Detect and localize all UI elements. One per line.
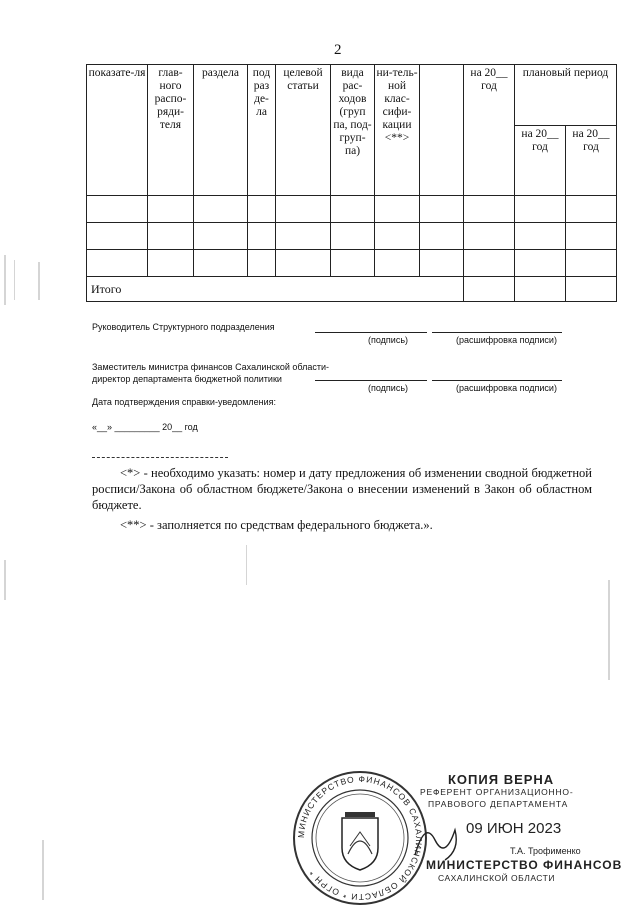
date-line: «__» _________ 20__ год [92,422,198,432]
table-row [87,196,617,223]
header-planning-period: плановый период [515,65,617,126]
header-razdela: раздела [194,65,248,196]
copy-true-title: КОПИЯ ВЕРНА [448,772,555,787]
header-glavnogo: глав-ного распо-ряди-теля [148,65,194,196]
scan-mark [608,580,610,680]
header-pokazatelya: показате-ля [87,65,148,196]
signature-line [315,332,427,333]
header-blank [420,65,464,196]
header-vida: вида рас-ходов (груп па, под-груп-па) [331,65,375,196]
budget-table [86,64,617,302]
page-number: 2 [334,42,342,58]
stamp-line1: РЕФЕРЕНТ ОРГАНИЗАЦИОННО- [420,787,574,797]
scan-mark [246,545,247,585]
footnote-2: <**> - заполняется по средствам федерального бюджета.». [120,518,433,532]
deputy-label-1: Заместитель министра финансов Сахалинской области- [92,362,330,372]
decoding-caption: (расшифровка подписи) [456,335,557,345]
deputy-label-2: директор департамента бюджетной политики [92,374,282,384]
scan-mark [38,262,40,300]
head-label: Руководитель Структурного подразделения [92,322,275,332]
svg-text:МИНИСТЕРСТВО ФИНАНСОВ САХАЛИНС: МИНИСТЕРСТВО ФИНАНСОВ САХАЛИНСКОЙ ОБЛАСТИ * ОГРН * [295,773,425,903]
header-year-current: на 20__ год [464,65,515,196]
stamp-ministry: МИНИСТЕРСТВО ФИНАНСОВ [426,858,623,872]
scan-mark [42,840,44,900]
signature-line [315,380,427,381]
decoding-line [432,380,562,381]
table-row [87,223,617,250]
header-klassifikatsii: ни-тель-ной клас-сифи-кации <**> [375,65,420,196]
scan-mark [4,560,6,600]
stamp-region: САХАЛИНСКОЙ ОБЛАСТИ [438,873,555,883]
header-year-plan1: на 20__ год [515,126,566,196]
header-year-plan2: на 20__ год [566,126,617,196]
stamp-name: Т.А. Трофименко [510,846,581,856]
total-label: Итого [87,277,464,302]
scan-mark [14,260,15,300]
scan-mark [4,255,6,305]
signature-caption: (подпись) [368,335,409,345]
stamp-date: 09 ИЮН 2023 [466,820,562,837]
confirm-date-label: Дата подтверждения справки-уведомления: [92,397,277,407]
total-row [87,277,617,302]
footnote-1: <*> - необходимо указать: номер и дату предложения об изменении сводной бюджетной росписи/Закона об областном бюджете/Закона о внесении изменений в Закон об областном бюджете. [92,466,592,512]
decoding-caption: (расшифровка подписи) [456,383,557,393]
footnote-separator [92,457,228,458]
header-tselevoy: целевой статьи [276,65,331,196]
header-podrazdela: под раз де-ла [248,65,276,196]
table-row [87,250,617,277]
stamp-line2: ПРАВОВОГО ДЕПАРТАМЕНТА [428,799,569,809]
decoding-line [432,332,562,333]
signature-caption: (подпись) [368,383,409,393]
